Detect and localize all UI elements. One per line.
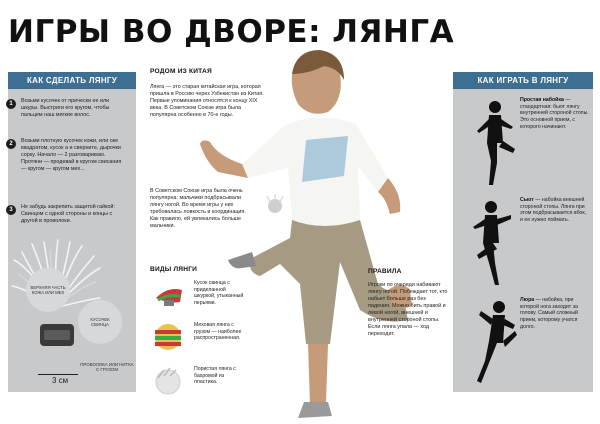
origin-text: Лянга — это старая китайская игра, которая пришла в Россию через Узбекистан из Китая. Первые упоминания относятся к концу XIX века. В Советском Союзе игра была популярна особенно в 70-е годы. (150, 84, 264, 118)
step-number: 3 (6, 205, 16, 215)
how-to-play-panel (453, 89, 593, 392)
wire-label: ПРОВОЛОКА ИЛИ НИТКА С ГРУЗОМ (80, 362, 134, 373)
step-number: 2 (6, 139, 16, 149)
striped-shuttlecock-icon (150, 322, 186, 352)
step-1 (6, 98, 124, 119)
step-text: Не забудь закрепить защитой гайкой: Свинцом с одной стороны и концы с другой в проволоки. (21, 204, 115, 224)
move-name: Простая набойка (520, 97, 564, 103)
player-photo (188, 44, 428, 420)
how-to-play-heading: КАК ИГРАТЬ В ЛЯНГУ (453, 72, 593, 89)
move-description: — набойка, при которой нога заходит за голову. Самый сложный прием, которому учатся долго. (520, 297, 578, 330)
play-item-2 (453, 193, 593, 293)
play-text-3 (520, 297, 590, 331)
move-name: Сыот (520, 197, 534, 203)
middle-text: В Советском Союзе игра была очень популярна: мальчики подбрасывали лянгу ногой. Во время игры у них требовалась ловкость и координация. Как правило, ей увлекались больше мальчики. (150, 188, 246, 229)
variant-text: Меховая лянга с грузом — наиболее распространенная. (194, 322, 242, 341)
step-3 (6, 204, 124, 225)
flying-shuttlecock-icon (264, 194, 286, 216)
step-number: 1 (6, 99, 16, 109)
play-item-3 (453, 293, 593, 393)
step-text: Возьми кусочек от прически ее или шкуры. Выстриги его кругом, чтобы пальцем наш мягкие волос. (21, 98, 110, 118)
variant-text: Кусок свинца с приделанной шкуркой, утыканный перьями. (194, 280, 244, 306)
feather-shuttlecock-icon (150, 280, 186, 310)
fur-label: ВЕРХНЯЯ ЧАСТЬ КОЖА ИЛИ МЕХ (26, 268, 70, 312)
rules-heading: ПРАВИЛА (368, 268, 402, 275)
player-silhouette-3 (469, 297, 519, 387)
fringe-shuttlecock-icon (150, 366, 186, 396)
player-silhouette-1 (469, 97, 519, 187)
move-description: — стандартная: бьют лянгу внутренней стороной стопы. Это основной прием, с которого начинают. (520, 97, 589, 130)
how-to-make-heading: КАК СДЕЛАТЬ ЛЯНГУ (8, 72, 136, 89)
step-2 (6, 138, 124, 173)
play-text-1 (520, 97, 590, 131)
play-item-1 (453, 93, 593, 193)
play-text-2 (520, 197, 590, 224)
weight-label: КУСОЧЕК СВИНЦА (78, 300, 122, 344)
page-title: ИГРЫ ВО ДВОРЕ: ЛЯНГА (8, 14, 455, 50)
variants-heading: ВИДЫ ЛЯНГИ (150, 266, 198, 273)
player-silhouette-2 (469, 197, 519, 287)
size-label: 3 см (52, 376, 69, 385)
size-dimension-line (38, 374, 78, 375)
rules-text: Игроки по очереди набивают лянгу ногой. Побеждает тот, кто набьет больше раз без падения. Можно бить правой и левой ногой, внешней и внутренней стороной стопы. Если лянга упала — ход переходит. (368, 282, 448, 337)
origin-heading: РОДОМ ИЗ КИТАЯ (150, 68, 212, 75)
move-description: — набойка внешней стороной стопы. Лянга при этом подбрасывается вбок, и ее нужно поймать. (520, 197, 587, 224)
step-text: Возьми плотную кусочек кожи, или оке квадратом, кусок а и сверните, дырочки сорку. Начало — 2 разговариваю. Протяни — продевай в кругом свисания — кругом — кругом мех... (21, 138, 122, 172)
variant-text: Пористая лянга с бахромой из пластика. (194, 366, 236, 385)
move-name: Люра (520, 297, 535, 303)
